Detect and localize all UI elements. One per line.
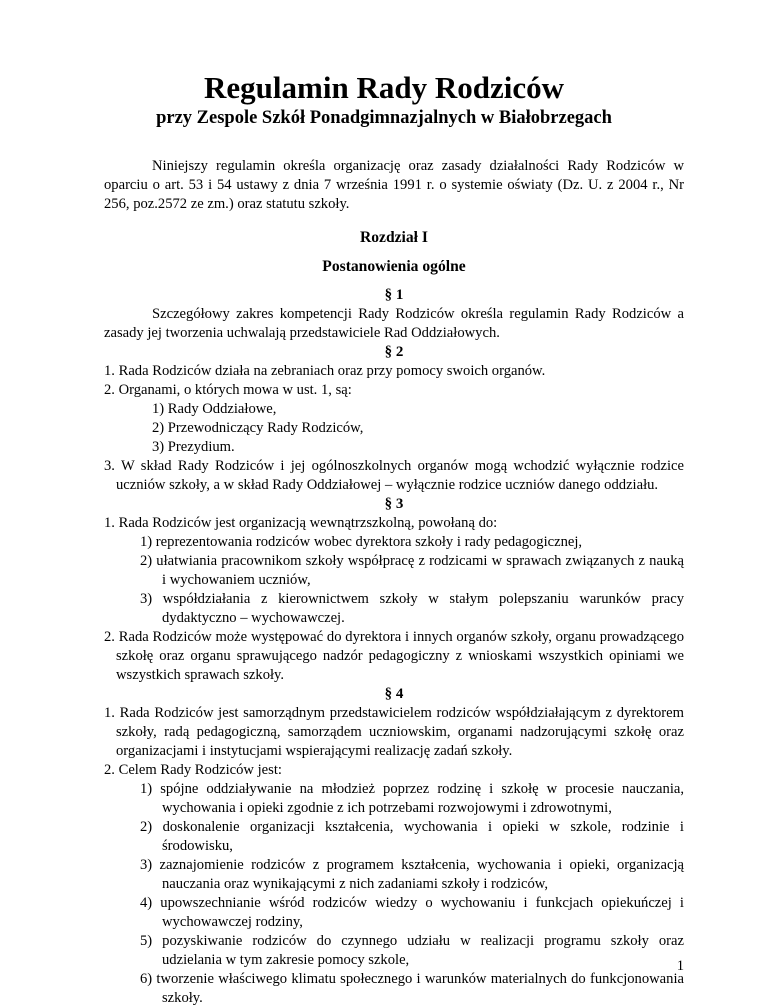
section-2-point-1: 1. Rada Rodziców działa na zebraniach oraz przy pomocy swoich organów.: [104, 363, 546, 379]
section-4-point-1: 1. Rada Rodziców jest samorządnym przedstawicielem rodziców współdziałającym z dyrektorem szkoły, radą pedagogiczną, samorządem uczniowskim, organami nadzorującymi szkołę oraz organizacjami i instytucjami wspierającymi realizację zadań szkoły.: [104, 705, 684, 759]
section-4-item-5: 5) pozyskiwanie rodziców do czynnego udziału w realizacji programu szkoły oraz udzielania w tym zakresie pomocy szkole,: [140, 933, 684, 968]
section-3-point-2: 2. Rada Rodziców może występować do dyrektora i innych organów szkoły, organu prowadzącego szkołę oraz organu sprawującego nadzór pedagogiczny z wnioskami wszystkich opiniami we wszystkich sprawach szkoły.: [104, 629, 684, 683]
page-subtitle: przy Zespole Szkół Ponadgimnazjalnych w Białobrzegach: [156, 108, 612, 128]
section-4-item-3: 3) zaznajomienie rodziców z programem kształcenia, wychowania i opieki, organizacją nauczania oraz wynikającymi z nich zadaniami szkoły i rodziców,: [140, 857, 684, 892]
section-3-item-3: 3) współdziałania z kierownictwem szkoły w stałym polepszaniu warunków pracy dydaktyczno – wychowawczej.: [140, 591, 684, 626]
section-4-point-2: 2. Celem Rady Rodziców jest:: [104, 762, 282, 778]
page-title: Regulamin Rady Rodziców: [204, 70, 564, 105]
section-4-item-1: 1) spójne oddziaływanie na młodzież poprzez rodzinę i szkołę w procesie nauczania, wychowania i opieki zgodnie z ich potrzebami rozwojowymi i zdrowotnymi,: [140, 781, 684, 816]
section-2-point-3: 3. W skład Rady Rodziców i jej ogólnoszkolnych organów mogą wchodzić wyłącznie rodzice uczniów szkoły, a w skład Rady Oddziałowej – wyłącznie rodzice uczniów danego oddziału.: [104, 458, 684, 493]
section-4-item-2: 2) doskonalenie organizacji kształcenia, wychowania i opieki w szkole, rodzinie i środowisku,: [140, 819, 684, 854]
section-3-item-1: 1) reprezentowania rodziców wobec dyrektora szkoły i rady pedagogicznej,: [140, 534, 583, 550]
intro-paragraph: Niniejszy regulamin określa organizację oraz zasady działalności Rady Rodziców w oparciu o art. 53 i 54 ustawy z dnia 7 września 1991 r. o systemie oświaty (Dz. U. z 2004 r., Nr 256, poz.2572 ze zm.) oraz statutu szkoły.: [104, 158, 684, 212]
section-4-item-4: 4) upowszechnianie wśród rodziców wiedzy o wychowaniu i funkcjach opiekuńczej i wychowawczej rodziny,: [140, 895, 684, 930]
page-number: 1: [676, 958, 684, 974]
section-2-heading: § 2: [384, 344, 404, 360]
section-2-item-1: 1) Rady Oddziałowe,: [152, 401, 277, 417]
section-1-text: Szczegółowy zakres kompetencji Rady Rodziców określa regulamin Rady Rodziców a zasady jej tworzenia uchwalają przedstawiciele Rad Oddziałowych.: [104, 306, 684, 341]
section-4-item-6: 6) tworzenie właściwego klimatu społecznego i warunków materialnych do funkcjonowania szkoły.: [140, 971, 684, 1006]
section-2-item-3: 3) Prezydium.: [152, 439, 235, 455]
section-3-heading: § 3: [384, 496, 404, 512]
section-2-item-2: 2) Przewodniczący Rady Rodziców,: [152, 420, 364, 436]
document-body: [104, 157, 684, 1008]
section-2-point-2: 2. Organami, o których mowa w ust. 1, są:: [104, 382, 352, 398]
section-3-item-2: 2) ułatwiania pracownikom szkoły współpracę z rodzicami w sprawach związanych z nauką i wychowaniem uczniów,: [140, 553, 684, 588]
section-3-point-1: 1. Rada Rodziców jest organizacją wewnątrzszkolną, powołaną do:: [104, 515, 498, 531]
section-1-heading: § 1: [384, 287, 404, 303]
chapter-heading: Rozdział I: [359, 229, 428, 246]
chapter-title: Postanowienia ogólne: [322, 258, 466, 275]
section-4-heading: § 4: [384, 686, 404, 702]
